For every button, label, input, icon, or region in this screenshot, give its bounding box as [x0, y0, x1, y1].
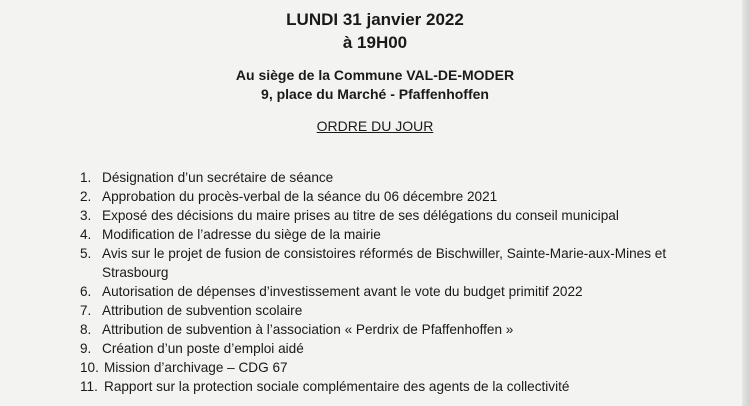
- agenda-item-number: 4.: [80, 227, 92, 242]
- agenda-item: [80, 339, 720, 358]
- agenda-item: [80, 301, 720, 320]
- agenda-item-text: Modification de l’adresse du siège de la mairie: [102, 227, 381, 242]
- meeting-location: Au siège de la Commune VAL-DE-MODER: [235, 67, 515, 83]
- meeting-address: 9, place du Marché - Pfaffenhoffen: [261, 86, 489, 102]
- agenda-item: [80, 320, 720, 339]
- agenda-item-text: Avis sur le projet de fusion de consistoires réformés de Bischwiller, Sainte-Marie-aux-Mines et Strasbourg: [102, 246, 667, 280]
- agenda-item: [80, 187, 720, 206]
- agenda-item: [80, 168, 720, 187]
- page-edge-shadow: [742, 0, 750, 406]
- agenda-item-number: 3.: [80, 208, 92, 223]
- agenda-item-text: Autorisation de dépenses d’investissement avant le vote du budget primitif 2022: [102, 284, 583, 299]
- agenda-item-number: 8.: [80, 322, 92, 337]
- agenda-item: [80, 206, 720, 225]
- agenda-item-text: Approbation du procès-verbal de la séance du 06 décembre 2021: [102, 189, 498, 204]
- agenda-item: [80, 358, 720, 377]
- agenda-item: [80, 244, 720, 282]
- agenda-item-text: Exposé des décisions du maire prises au titre de ses délégations du conseil municipal: [102, 208, 619, 223]
- agenda-item-number: 5.: [80, 246, 92, 261]
- agenda-item-number: 10.: [80, 360, 99, 375]
- meeting-date: LUNDI 31 janvier 2022: [286, 10, 464, 29]
- agenda-item: [80, 377, 720, 396]
- agenda-item-text: Attribution de subvention à l’association « Perdrix de Pfaffenhoffen »: [102, 322, 514, 337]
- agenda-item-text: Rapport sur la protection sociale complémentaire des agents de la collectivité: [104, 379, 570, 394]
- agenda-list: [80, 168, 720, 396]
- agenda-item-text: Création d’un poste d’emploi aidé: [102, 341, 304, 356]
- meeting-time: à 19H00: [342, 33, 408, 52]
- agenda-item: [80, 225, 720, 244]
- agenda-item-number: 11.: [80, 379, 98, 394]
- agenda-item: [80, 282, 720, 301]
- agenda-item-text: Désignation d’un secrétaire de séance: [102, 170, 334, 185]
- agenda-title: ORDRE DU JOUR: [316, 118, 434, 134]
- agenda-item-number: 7.: [80, 303, 92, 318]
- agenda-item-number: 2.: [80, 189, 92, 204]
- agenda-item-number: 9.: [80, 341, 92, 356]
- agenda-item-text: Attribution de subvention scolaire: [102, 303, 303, 318]
- agenda-item-number: 6.: [80, 284, 92, 299]
- agenda-item-text: Mission d’archivage – CDG 67: [104, 360, 288, 375]
- agenda-item-number: 1.: [80, 170, 92, 185]
